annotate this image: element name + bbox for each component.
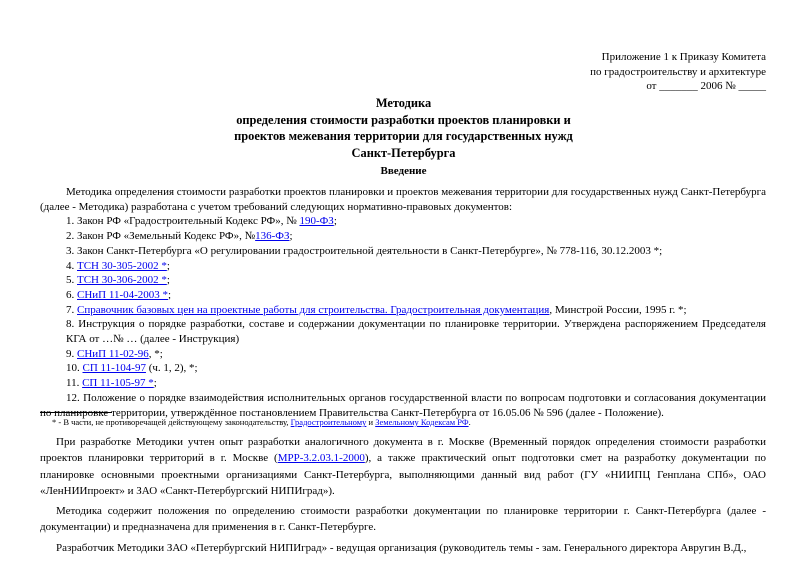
link-snip-11-02[interactable]: СНиП 11-02-96	[77, 347, 149, 360]
list-item-text: 10.	[66, 362, 83, 375]
list-item-text: ;	[333, 215, 337, 228]
list-item-text: 2. Закон РФ «Земельный Кодекс РФ», №	[66, 230, 256, 243]
title-line-4: Санкт-Петербурга	[351, 145, 456, 160]
list-item-text: 11.	[66, 377, 83, 390]
link-tsn-30-306[interactable]: ТСН 30-306-2002 *	[77, 274, 167, 287]
intro-heading: Введение	[380, 165, 427, 177]
list-item-2	[40, 229, 766, 244]
link-tsn-30-305[interactable]: ТСН 30-305-2002 *	[77, 259, 167, 272]
document-title	[0, 95, 807, 161]
appendix-line-1: Приложение 1 к Приказу Комитета	[601, 51, 766, 63]
list-item-text: ;	[289, 230, 293, 243]
paragraph-scope: Методика содержит положения по определению стоимости разработки документации по планировке территории г. Санкт-Петербурга (далее - документации) и предназначена для применения в г. Санкт-Петербурге.	[40, 505, 766, 534]
list-item-10	[40, 361, 766, 376]
list-item-text: , Минстрой России, 1995 г. *;	[549, 303, 687, 316]
appendix-line-3: от _______ 2006 № _____	[646, 80, 766, 92]
footnote	[52, 417, 471, 428]
footnote-text: .	[468, 417, 471, 427]
link-190-fz[interactable]: 190-ФЗ	[299, 215, 334, 228]
list-item-1	[40, 214, 766, 229]
paragraph-text: При разработке Методики учтен опыт разработки аналогичного документа в г. Москве (Временный порядок определения стоимости разработки проектов планировки территорий в г. Москве (	[40, 436, 766, 465]
list-item-text: 5.	[66, 274, 77, 287]
list-item-7	[40, 303, 766, 318]
list-item-text: ;	[166, 259, 170, 272]
link-snip-11-04[interactable]: СНиП 11-04-2003 *	[77, 288, 169, 301]
list-item-9	[40, 347, 766, 362]
title-line-2: определения стоимости разработки проектов планировки и	[236, 112, 571, 127]
link-sp-11-104[interactable]: СП 11-104-97	[82, 362, 146, 375]
list-item-text: 6.	[66, 288, 77, 301]
link-mrr[interactable]: МРР-3.2.03.1-2000	[277, 452, 365, 465]
list-item-text: 7.	[66, 303, 77, 316]
intro-paragraph: Методика определения стоимости разработки проектов планировки и проектов межевания территории для государственных нужд Санкт-Петербурга (далее - Методика) разработана с учетом требований следующих нормативно-правовых документов:	[40, 186, 766, 213]
paragraph-developer: Разработчик Методики ЗАО «Петербургский НИПИград» - ведущая организация (руководитель темы - зам. Генерального директора Авругин В.Д.,	[56, 541, 747, 554]
list-item-11	[40, 376, 766, 391]
link-136-fz[interactable]: 136-ФЗ	[255, 230, 290, 243]
list-item-6	[40, 288, 766, 303]
appendix-header	[590, 50, 766, 94]
list-item-text: 9.	[66, 347, 77, 360]
list-item-5	[40, 273, 766, 288]
list-item-text: ;	[168, 288, 172, 301]
title-line-1: Методика	[375, 96, 432, 110]
link-sp-11-105[interactable]: СП 11-105-97 *	[82, 377, 154, 390]
list-item-12: 12. Положение о порядке взаимодействия исполнительных органов государственной власти по вопросам подготовки и согласования документации по планировке территории, утверждённое постановлением Правительства Санкт-Петербурга от 16.05.06 № 596 (далее - Положение).	[40, 391, 766, 419]
list-item-text: ;	[153, 377, 157, 390]
footnote-text: * - В части, не противоречащей действующему законодательству,	[52, 417, 291, 427]
list-item-text: 1. Закон РФ «Градостроительный Кодекс РФ», №	[66, 215, 300, 228]
appendix-line-2: по градостроительству и архитектуре	[590, 65, 766, 78]
link-land-codex[interactable]: Земельному Кодексам РФ	[375, 417, 469, 427]
title-line-3: проектов межевания территории для государственных нужд	[234, 129, 573, 143]
list-item-text: 4.	[66, 259, 77, 272]
footnote-text: и	[366, 417, 376, 427]
list-item-text: ;	[166, 274, 170, 287]
main-text-section	[40, 434, 766, 560]
footnote-divider	[40, 412, 112, 413]
link-grad-codex[interactable]: Градостроительному	[290, 417, 367, 427]
paragraph-text: ), а также практический опыт подготовки смет на разработку документации по планировке основными проектными организациями Санкт-Петербурга, выполняющими данный вид работ (ГУ «НИИПЦ Генплана СПб», ОАО «ЛенНИИпроект» и ЗАО «Санкт-Петербургский НИПИград»).	[40, 452, 767, 497]
list-item-3: 3. Закон Санкт-Петербурга «О регулировании градостроительной деятельности в Санкт-Петербурге», № 778-116, 30.12.2003 *;	[66, 244, 663, 257]
list-item-4	[40, 259, 766, 274]
link-base-price-handbook[interactable]: Справочник базовых цен на проектные работы для строительства. Градостроительная документация	[77, 303, 550, 316]
list-item-text: , *;	[148, 347, 163, 360]
list-item-text: (ч. 1, 2), *;	[145, 362, 198, 375]
paragraph-experience	[40, 434, 766, 499]
list-item-8: 8. Инструкция о порядке разработки, составе и содержании документации по планировке территории. Утверждена распоряжением Председателя КГА от …№ … (далее - Инструкция)	[66, 318, 766, 346]
intro-section	[40, 185, 766, 420]
